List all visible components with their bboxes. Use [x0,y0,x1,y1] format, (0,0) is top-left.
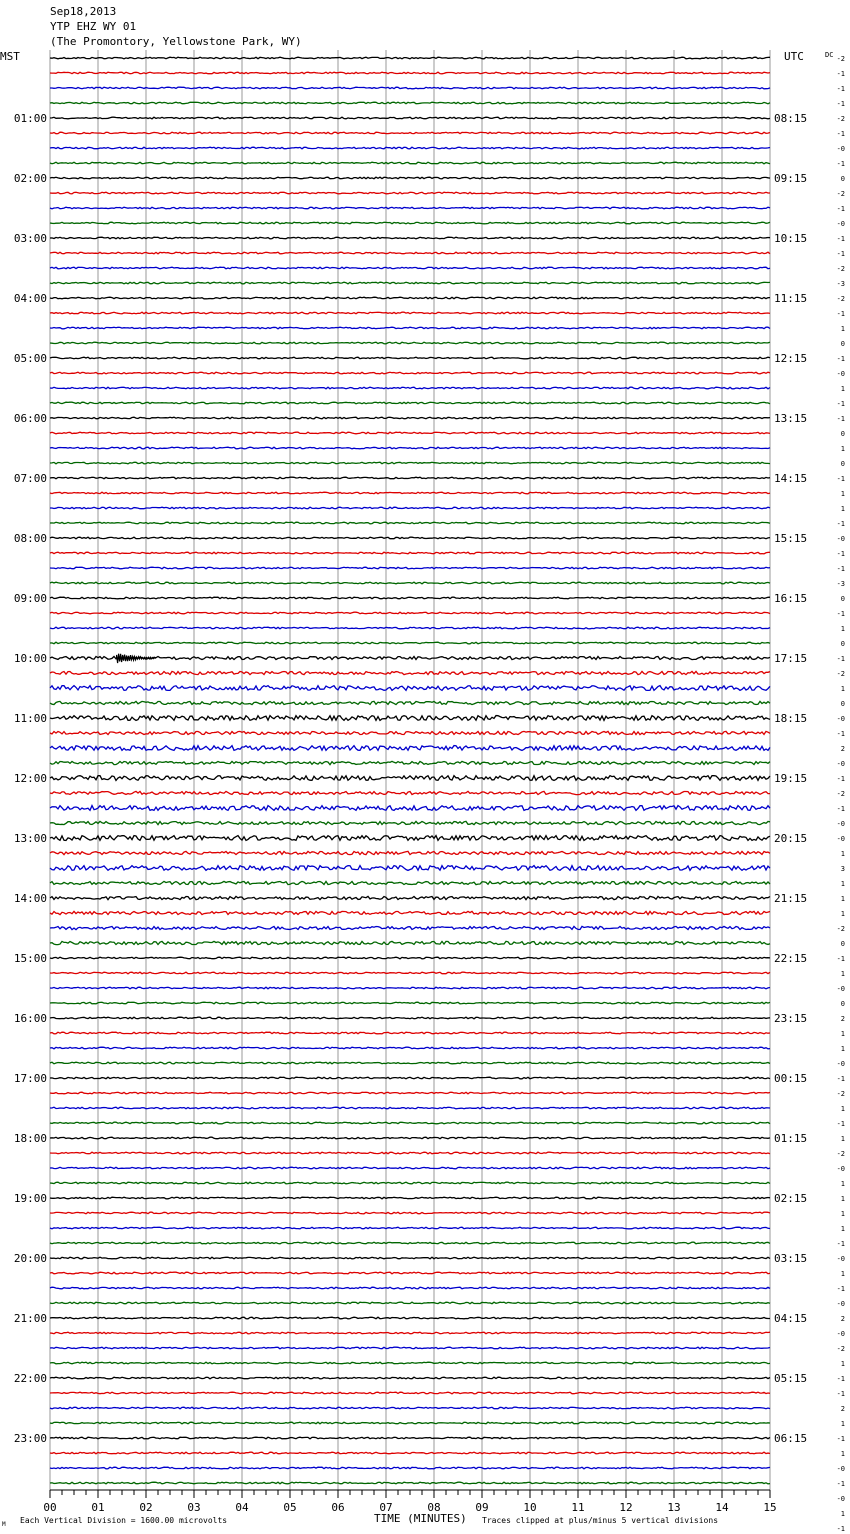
dc-offset: 1 [840,325,845,333]
trace-row-87 [50,1362,770,1364]
dc-offset: -1 [836,520,845,528]
dc-offset: -1 [836,1375,845,1383]
trace-row-47 [50,761,770,764]
trace-row-0 [50,57,770,59]
x-tick-label: 02 [139,1501,153,1514]
dc-offset: 1 [840,445,845,453]
trace-row-4 [50,117,770,119]
dc-offset-labels [837,55,845,1534]
trace-row-85 [50,1332,770,1334]
left-hour-label: 21:00 [13,1312,47,1325]
dc-offset: 0 [840,700,845,708]
trace-row-82 [50,1287,770,1289]
minute-grid [50,50,770,1490]
trace-row-71 [50,1122,770,1124]
dc-label: DC [825,51,834,59]
dc-offset: -1 [836,1240,845,1248]
left-hour-label: 10:00 [13,652,47,665]
dc-offset: -0 [836,1465,845,1473]
left-hour-label: 03:00 [13,232,47,245]
trace-row-75 [50,1182,770,1184]
trace-row-52 [50,836,770,841]
trace-row-30 [50,507,770,509]
x-tick-label: 08 [427,1501,441,1514]
dc-offset: -0 [836,1060,845,1068]
trace-row-28 [50,477,770,479]
left-hour-label: 23:00 [13,1432,47,1445]
x-tick-label: 03 [187,1501,201,1514]
trace-row-90 [50,1407,770,1409]
trace-row-16 [50,297,770,299]
dc-offset: -2 [836,265,845,273]
trace-row-26 [50,447,770,449]
right-hour-label: 10:15 [774,232,808,245]
right-hour-label: 19:15 [774,772,808,785]
right-hour-label: 13:15 [774,412,808,425]
trace-row-43 [50,701,770,704]
dc-offset: -0 [836,1300,845,1308]
dc-offset: 1 [840,1195,845,1203]
trace-row-42 [50,686,770,691]
left-hour-label: 08:00 [13,532,47,545]
station-location: (The Promontory, Yellowstone Park, WY) [50,35,302,48]
left-hour-label: 02:00 [13,172,47,185]
dc-offset: 0 [840,460,845,468]
trace-row-89 [50,1392,770,1394]
trace-row-8 [50,177,770,179]
trace-row-65 [50,1032,770,1034]
trace-row-29 [50,492,770,494]
trace-row-64 [50,1017,770,1019]
dc-offset: -1 [836,1435,845,1443]
dc-offset: 1 [840,1420,845,1428]
trace-row-7 [50,162,770,164]
right-hour-label: 17:15 [774,652,808,665]
left-hour-label: 11:00 [13,712,47,725]
trace-row-40 [50,657,770,660]
dc-offset: -1 [836,85,845,93]
dc-offset: 1 [840,850,845,858]
trace-row-33 [50,552,770,554]
trace-row-86 [50,1347,770,1349]
x-axis-title: TIME (MINUTES) [374,1512,467,1525]
dc-offset: -2 [836,1090,845,1098]
trace-row-73 [50,1152,770,1154]
trace-row-66 [50,1047,770,1049]
dc-offset: -1 [836,610,845,618]
trace-row-1 [50,72,770,74]
left-hour-label: 17:00 [13,1072,47,1085]
trace-row-18 [50,327,770,329]
dc-offset: -1 [836,130,845,138]
dc-offset: 1 [840,385,845,393]
dc-offset: 1 [840,625,845,633]
trace-row-11 [50,222,770,224]
x-tick-label: 14 [715,1501,729,1514]
left-hour-label: 05:00 [13,352,47,365]
dc-offset: -2 [836,55,845,63]
trace-row-83 [50,1302,770,1304]
trace-row-25 [50,432,770,434]
seismic-event-0 [117,654,156,663]
trace-row-13 [50,252,770,254]
dc-offset: -0 [836,760,845,768]
dc-offset: -0 [836,1495,845,1503]
trace-row-77 [50,1212,770,1214]
dc-offset: 1 [840,880,845,888]
trace-row-51 [50,821,770,824]
dc-offset: -1 [836,70,845,78]
dc-offset: 1 [840,1030,845,1038]
trace-row-32 [50,537,770,539]
trace-row-88 [50,1377,770,1379]
dc-offset: 2 [840,1405,845,1413]
trace-row-56 [50,896,770,899]
left-hour-label: 04:00 [13,292,47,305]
trace-row-70 [50,1107,770,1109]
x-tick-label: 06 [331,1501,345,1514]
trace-row-91 [50,1422,770,1424]
dc-offset: -1 [836,775,845,783]
trace-row-3 [50,102,770,104]
dc-offset: -1 [836,655,845,663]
dc-offset: 1 [840,910,845,918]
trace-row-72 [50,1137,770,1139]
x-tick-label: 07 [379,1501,393,1514]
dc-offset: -1 [836,475,845,483]
trace-row-76 [50,1197,770,1199]
dc-offset: 0 [840,940,845,948]
dc-offset: -0 [836,715,845,723]
trace-row-27 [50,462,770,464]
right-hour-label: 16:15 [774,592,808,605]
dc-offset: -3 [836,280,845,288]
x-tick-label: 09 [475,1501,489,1514]
left-hour-label: 01:00 [13,112,47,125]
trace-row-35 [50,582,770,584]
dc-offset: -0 [836,220,845,228]
x-axis [43,1490,776,1514]
dc-offset: -1 [836,160,845,168]
dc-offset: -1 [836,565,845,573]
dc-offset: 0 [840,175,845,183]
trace-row-34 [50,567,770,569]
right-hour-label: 01:15 [774,1132,808,1145]
trace-row-68 [50,1077,770,1079]
trace-row-38 [50,627,770,629]
dc-offset: 1 [840,895,845,903]
clip-note: Traces clipped at plus/minus 5 vertical divisions [482,1516,719,1525]
dc-offset: 2 [840,1015,845,1023]
trace-row-58 [50,926,770,929]
dc-offset: -1 [836,355,845,363]
right-hour-label: 04:15 [774,1312,808,1325]
dc-offset: 1 [840,1045,845,1053]
dc-offset: 1 [840,505,845,513]
right-hour-label: 02:15 [774,1192,808,1205]
trace-row-93 [50,1452,770,1454]
dc-offset: -1 [836,400,845,408]
trace-row-44 [50,716,770,721]
trace-row-12 [50,237,770,239]
dc-offset: -1 [836,205,845,213]
dc-offset: -2 [836,670,845,678]
dc-offset: -2 [836,790,845,798]
left-hour-label: 13:00 [13,832,47,845]
x-tick-label: 00 [43,1501,57,1514]
trace-row-94 [50,1467,770,1469]
dc-offset: -2 [836,295,845,303]
dc-offset: -3 [836,580,845,588]
left-timezone-label: MST [0,50,20,63]
trace-row-95 [50,1482,770,1484]
right-hour-label: 00:15 [774,1072,808,1085]
trace-rows [50,57,770,1484]
dc-offset: 1 [840,1270,845,1278]
dc-offset: 0 [840,340,845,348]
left-hour-label: 14:00 [13,892,47,905]
dc-offset: -2 [836,115,845,123]
dc-offset: 1 [840,490,845,498]
trace-row-84 [50,1317,770,1319]
trace-row-46 [50,746,770,751]
trace-row-15 [50,282,770,284]
trace-row-36 [50,597,770,599]
dc-offset: 2 [840,745,845,753]
dc-offset: 3 [840,865,845,873]
trace-row-14 [50,267,770,269]
dc-offset: 0 [840,595,845,603]
trace-row-24 [50,417,770,419]
dc-offset: 1 [840,1225,845,1233]
dc-offset: -1 [836,1285,845,1293]
right-hour-label: 22:15 [774,952,808,965]
dc-offset: -1 [836,1120,845,1128]
dc-offset: -0 [836,370,845,378]
left-hour-label: 06:00 [13,412,47,425]
dc-offset: -0 [836,1165,845,1173]
left-hour-label: 15:00 [13,952,47,965]
dc-offset: -1 [836,250,845,258]
trace-row-69 [50,1092,770,1094]
trace-row-45 [50,731,770,734]
right-hour-label: 06:15 [774,1432,808,1445]
trace-row-22 [50,387,770,389]
trace-row-53 [50,851,770,854]
dc-offset: -2 [836,1150,845,1158]
trace-row-61 [50,972,770,974]
x-tick-label: 15 [763,1501,777,1514]
right-hour-label: 08:15 [774,112,808,125]
dc-offset: 1 [840,1210,845,1218]
right-hour-label: 12:15 [774,352,808,365]
dc-offset: -1 [836,1480,845,1488]
right-hour-label: 14:15 [774,472,808,485]
dc-offset: 1 [840,1360,845,1368]
x-tick-label: 01 [91,1501,105,1514]
trace-row-19 [50,342,770,344]
dc-offset: -1 [836,550,845,558]
right-hour-label: 21:15 [774,892,808,905]
right-hour-label: 20:15 [774,832,808,845]
right-hour-label: 18:15 [774,712,808,725]
dc-offset: 1 [840,970,845,978]
dc-offset: -2 [836,925,845,933]
trace-row-78 [50,1227,770,1229]
trace-row-59 [50,941,770,944]
dc-offset: -0 [836,1330,845,1338]
trace-row-10 [50,207,770,209]
right-hour-label: 11:15 [774,292,808,305]
trace-row-41 [50,671,770,674]
trace-row-23 [50,402,770,404]
dc-offset: -2 [836,1345,845,1353]
dc-offset: -1 [836,1390,845,1398]
dc-offset: 1 [840,1180,845,1188]
corner-mark: M [2,1521,6,1528]
left-hour-label: 16:00 [13,1012,47,1025]
trace-row-60 [50,957,770,959]
dc-offset: -0 [836,835,845,843]
dc-offset: -1 [836,805,845,813]
trace-row-5 [50,132,770,134]
x-tick-label: 10 [523,1501,537,1514]
trace-row-17 [50,312,770,314]
trace-row-2 [50,87,770,89]
left-hour-label: 18:00 [13,1132,47,1145]
trace-row-9 [50,192,770,194]
dc-offset: -1 [836,310,845,318]
dc-offset: 1 [840,1135,845,1143]
trace-row-80 [50,1257,770,1259]
trace-row-31 [50,522,770,524]
dc-offset: 0 [840,430,845,438]
trace-row-54 [50,866,770,871]
dc-offset: -1 [836,100,845,108]
trace-row-37 [50,612,770,614]
dc-offset: -1 [836,235,845,243]
trace-row-39 [50,642,770,644]
trace-row-79 [50,1242,770,1244]
dc-offset: 1 [840,685,845,693]
x-tick-label: 11 [571,1501,585,1514]
trace-row-48 [50,776,770,781]
dc-offset: -0 [836,1255,845,1263]
x-tick-label: 04 [235,1501,249,1514]
dc-offset: -1 [836,955,845,963]
right-hour-label: 23:15 [774,1012,808,1025]
left-hour-label: 09:00 [13,592,47,605]
trace-row-81 [50,1272,770,1274]
left-hour-label: 07:00 [13,472,47,485]
left-hour-label: 19:00 [13,1192,47,1205]
x-tick-label: 13 [667,1501,681,1514]
dc-offset: 0 [840,640,845,648]
x-tick-label: 05 [283,1501,297,1514]
trace-row-67 [50,1062,770,1064]
dc-offset: -0 [836,535,845,543]
trace-row-62 [50,987,770,989]
plot-date: Sep18,2013 [50,5,117,18]
right-hour-label: 15:15 [774,532,808,545]
right-timezone-label: UTC [784,50,804,63]
trace-row-55 [50,881,770,884]
right-hour-label: 09:15 [774,172,808,185]
trace-row-21 [50,372,770,374]
trace-row-57 [50,911,770,914]
right-hour-label: 03:15 [774,1252,808,1265]
trace-row-74 [50,1167,770,1169]
trace-row-49 [50,791,770,794]
dc-offset: -2 [836,190,845,198]
trace-row-63 [50,1002,770,1004]
left-hour-label: 22:00 [13,1372,47,1385]
x-tick-label: 12 [619,1501,633,1514]
station-code: YTP EHZ WY 01 [50,20,137,33]
dc-offset: -1 [836,730,845,738]
dc-offset: 1 [840,1105,845,1113]
dc-offset: -0 [836,145,845,153]
scale-note: Each Vertical Division = 1600.00 microvolts [20,1516,228,1525]
trace-row-20 [50,357,770,359]
dc-offset: 1 [840,1450,845,1458]
dc-offset: 0 [840,1000,845,1008]
trace-row-50 [50,806,770,811]
dc-offset: -1 [836,1075,845,1083]
dc-offset: -1 [836,1525,845,1533]
right-hour-label: 05:15 [774,1372,808,1385]
trace-row-6 [50,147,770,149]
dc-offset: 1 [840,1510,845,1518]
left-hour-label: 12:00 [13,772,47,785]
trace-row-92 [50,1437,770,1439]
dc-offset: 2 [840,1315,845,1323]
left-hour-label: 20:00 [13,1252,47,1265]
dc-offset: -1 [836,415,845,423]
dc-offset: -0 [836,820,845,828]
dc-offset: -0 [836,985,845,993]
